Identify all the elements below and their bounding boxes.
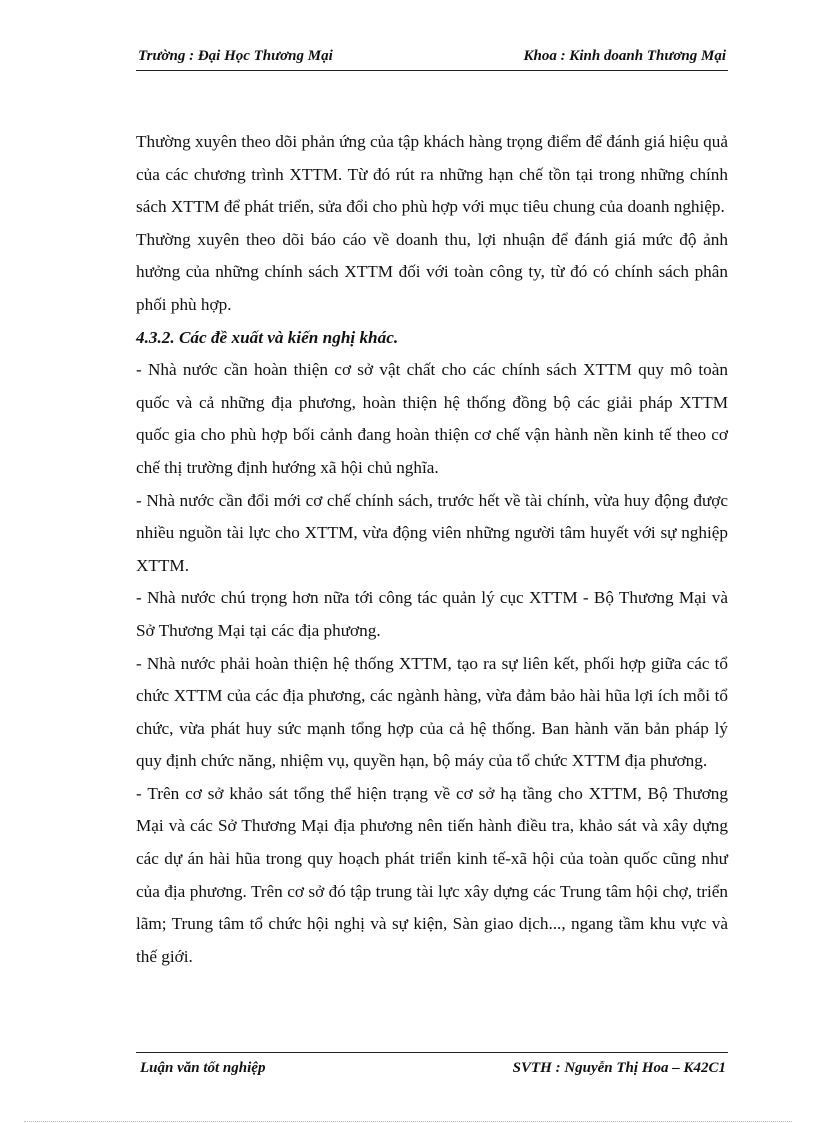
- paragraph-4: - Nhà nước cần đổi mới cơ chế chính sách, trước hết về tài chính, vừa huy động được nhiều nguồn tài lực cho XTTM, vừa động viên những người tâm huyết với sự nghiệp XTTM.: [136, 490, 728, 575]
- header-school: Trường : Đại Học Thương Mại: [138, 48, 333, 64]
- paragraph-3: - Nhà nước cần hoàn thiện cơ sở vật chất cho các chính sách XTTM quy mô toàn quốc và cả những địa phương, hoàn thiện hệ thống đồng bộ các giải pháp XTTM quốc gia cho phù hợp bối cảnh đang hoàn thiện cơ chế vận hành nền kinh tế theo cơ chế thị trường định hướng xã hội chủ nghĩa.: [136, 360, 728, 477]
- paragraph-6: - Nhà nước phải hoàn thiện hệ thống XTTM, tạo ra sự liên kết, phối hợp giữa các tổ chức XTTM của các địa phương, các ngành hàng, vừa đảm bảo hài hũa lợi ích mỗi tổ chức, vừa phát huy sức mạnh tổng hợp của cả hệ thống. Ban hành văn bản pháp lý quy định chức năng, nhiệm vụ, quyền hạn, bộ máy của tổ chức XTTM địa phương.: [136, 653, 728, 771]
- paragraph-5: - Nhà nước chú trọng hơn nữa tới công tác quản lý cục XTTM - Bộ Thương Mại và Sở Thương Mại tại các địa phương.: [136, 588, 728, 640]
- paragraph-1: Thường xuyên theo dõi phản ứng của tập khách hàng trọng điểm để đánh giá hiệu quả của các chương trình XTTM. Từ đó rút ra những hạn chế tồn tại trong những chính sách XTTM để phát triển, sửa đổi cho phù hợp với mục tiêu chung của doanh nghiệp.: [136, 132, 728, 217]
- section-heading: 4.3.2. Các đề xuất và kiến nghị khác.: [136, 327, 399, 347]
- page-body: [136, 126, 728, 973]
- header-faculty: Khoa : Kinh doanh Thương Mại: [523, 48, 726, 64]
- paragraph-7: - Trên cơ sở khảo sát tổng thể hiện trạng về cơ sở hạ tầng cho XTTM, Bộ Thương Mại và các Sở Thương Mại địa phương nên tiến hành điều tra, khảo sát và xây dựng các dự án hài hũa trong quy hoạch phát triển kinh tế-xã hội của toàn quốc cũng như của địa phương. Trên cơ sở đó tập trung tài lực xây dựng các Trung tâm hội chợ, triển lãm; Trung tâm tổ chức hội nghị và sự kiện, Sàn giao dịch..., ngang tầm khu vực và thế giới.: [136, 783, 728, 966]
- footer-thesis: Luận văn tốt nghiệp: [140, 1060, 266, 1076]
- page-edge-divider: [24, 1121, 792, 1122]
- footer-student: SVTH : Nguyễn Thị Hoa – K42C1: [512, 1060, 726, 1076]
- page-header: [136, 48, 728, 71]
- footer-divider: [136, 1052, 728, 1053]
- page-footer: [140, 1060, 726, 1080]
- paragraph-2: Thường xuyên theo dõi báo cáo về doanh thu, lợi nhuận để đánh giá mức độ ảnh hưởng của những chính sách XTTM đối với toàn công ty, từ đó có chính sách phân phối phù hợp.: [136, 229, 728, 314]
